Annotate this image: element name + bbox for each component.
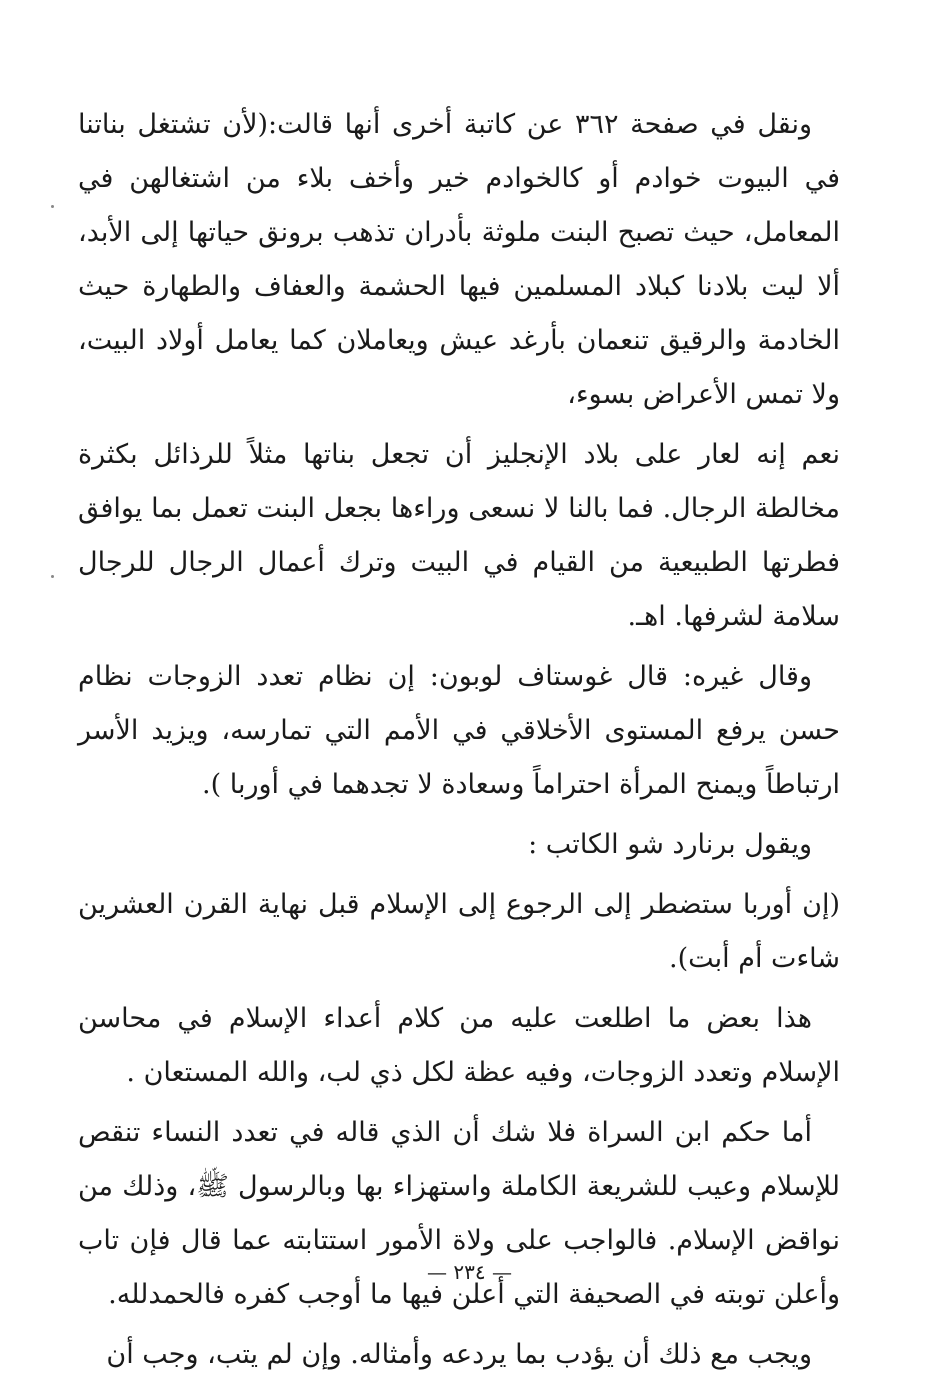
paragraph-punishment: ويجب مع ذلك أن يؤدب بما يردعه وأمثاله. وإن لم يتب، وجب أن xyxy=(106,1339,812,1370)
scan-speck xyxy=(51,575,54,578)
page-number: — ٢٣٤ — xyxy=(427,1260,512,1284)
paragraph-shame: نعم إنه لعار على بلاد الإنجليز أن تجعل بناتها مثلاً للرذائل بكثرة مخالطة الرجال. فما بالنا لا نسعى وراءها بجعل البنت تعمل بما يوافق فطرتها الطبيعية من القيام في البيت وترك أعمال الرجال للرجال سلامة لشرفها. اهـ. xyxy=(78,439,840,632)
scan-speck xyxy=(51,205,54,208)
body-text xyxy=(78,98,840,1382)
paragraph-gustave-le-bon: وقال غيره: قال غوستاف لوبون: إن نظام تعدد الزوجات نظام حسن يرفع المستوى الأخلاقي في الأمم التي تمارسه، ويزيد الأسر ارتباطاً ويمنح المرأة احتراماً وسعادة لا تجدهما في أوربا ). xyxy=(78,661,840,800)
paragraph-bernard-shaw-intro: ويقول برنارد شو الكاتب : xyxy=(528,829,812,860)
paragraph-ruling: أما حكم ابن السراة فلا شك أن الذي قاله في تعدد النساء تنقص للإسلام وعيب للشريعة الكاملة واستهزاء بها وبالرسول ﷺ، وذلك من نواقض الإسلام. فالواجب على ولاة الأمور استتابته عما قال فإن تاب وأعلن توبته في الصحيفة التي أعلن فيها ما أوجب كفره فالحمدلله. xyxy=(78,1117,840,1310)
paragraph-summary: هذا بعض ما اطلعت عليه من كلام أعداء الإسلام في محاسن الإسلام وتعدد الزوجات، وفيه عظة لكل ذي لب، والله المستعان . xyxy=(78,1003,840,1088)
paragraph-bernard-shaw-quote: (إن أوربا ستضطر إلى الرجوع إلى الإسلام قبل نهاية القرن العشرين شاءت أم أبت). xyxy=(78,889,840,974)
paragraph-quote-continued: ونقل في صفحة ٣٦٢ عن كاتبة أخرى أنها قالت:(لأن تشتغل بناتنا في البيوت خوادم أو كالخوادم خير وأخف بلاء من اشتغالهن في المعامل، حيث تصبح البنت ملوثة بأدران تذهب برونق حياتها إلى الأبد، ألا ليت بلادنا كبلاد المسلمين فيها الحشمة والعفاف والطهارة حيث الخادمة والرقيق تنعمان بأرغد عيش ويعاملان كما يعامل أولاد البيت، ولا تمس الأعراض بسوء، xyxy=(78,109,840,410)
